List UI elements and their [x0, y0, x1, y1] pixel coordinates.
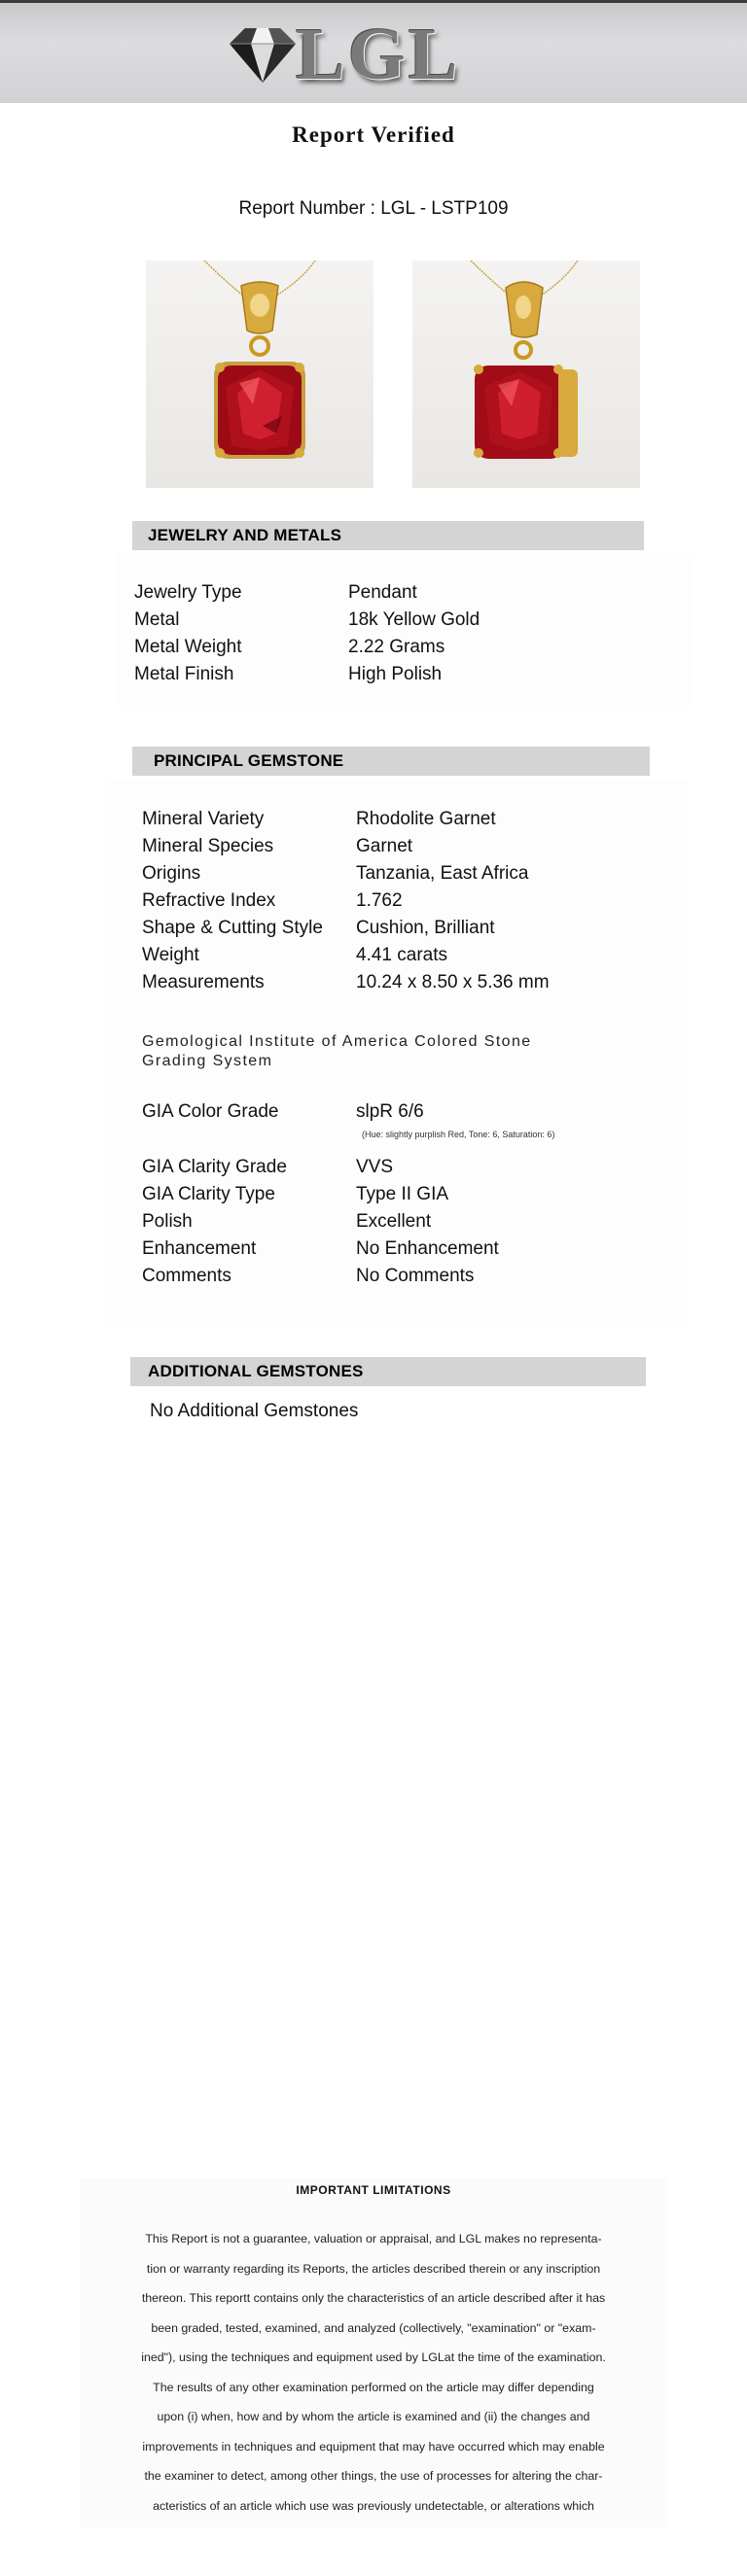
lgl-logo[interactable]	[228, 14, 461, 95]
gemstone-row: Shape & Cutting Style Cushion, Brilliant	[142, 918, 495, 938]
section-additional-heading: ADDITIONAL GEMSTONES	[130, 1357, 646, 1386]
limitations-line: improvements in techniques and equipment that may have occurred which may enable	[142, 2439, 605, 2454]
gemstone-row: Mineral Species Garnet	[142, 836, 413, 856]
gemstone-row: Mineral Variety Rhodolite Garnet	[142, 809, 496, 829]
jewelry-row: Metal Weight 2.22 Grams	[134, 637, 445, 657]
limitations-line: acteristics of an article which use was previously undetectable, or alterations which	[153, 2498, 594, 2513]
additional-text: No Additional Gemstones	[150, 1401, 359, 1421]
gemstone-row: Enhancement No Enhancement	[142, 1238, 499, 1259]
logo-text: LGL	[296, 14, 461, 95]
color-grade-row: GIA Color Grade slpR 6/6	[142, 1101, 424, 1122]
diamond-icon	[228, 22, 298, 87]
limitations-line: This Report is not a guarantee, valuation or appraisal, and LGL makes no representa-	[145, 2232, 602, 2245]
grading-system-title: Gemological Institute of America Colored Stone Grading System	[142, 1033, 532, 1069]
pendant-angle-image	[412, 261, 640, 488]
limitations-line: The results of any other examination performed on the article may differ depending	[153, 2380, 594, 2394]
color-grade-note: (Hue: slightly purplish Red, Tone: 6, Saturation: 6)	[362, 1130, 555, 1139]
jewelry-list	[134, 579, 480, 688]
jewelry-row: Metal 18k Yellow Gold	[134, 609, 480, 630]
jewelry-row: Jewelry Type Pendant	[134, 582, 417, 603]
limitations-line: tion or warranty regarding its Reports, the articles described therein or any inscription	[146, 2261, 601, 2276]
gemstone-row: Refractive Index 1.762	[142, 890, 403, 911]
limitations-line: ined"), using the techniques and equipment used by LGLat the time of the examination.	[141, 2350, 606, 2364]
gemstone-row: GIA Clarity Type Type II GIA	[142, 1184, 449, 1204]
limitations-line: been graded, tested, examined, and analyzed (collectively, "examination" or "exam-	[151, 2320, 596, 2335]
limitations-line: thereon. This reportt contains only the characteristics of an article described after it has	[141, 2291, 606, 2305]
report-title: Report Verified	[292, 122, 455, 147]
limitations-heading: IMPORTANT LIMITATIONS	[296, 2183, 451, 2197]
gemstone-row: Origins Tanzania, East Africa	[142, 863, 529, 884]
pendant-front-image	[146, 261, 374, 488]
limitations-line: upon (i) when, how and by whom the article is examined and (ii) the changes and	[157, 2410, 590, 2423]
gemstone-row: Weight 4.41 carats	[142, 945, 447, 965]
photo-angle	[412, 261, 640, 488]
limitations-text	[105, 2224, 642, 2521]
gemstone-row: Comments No Comments	[142, 1266, 475, 1286]
jewelry-row: Metal Finish High Polish	[134, 664, 443, 684]
gemstone-row: GIA Clarity Grade VVS	[142, 1157, 394, 1177]
gemstone-row: Polish Excellent	[142, 1211, 432, 1232]
section-gemstone-heading: PRINCIPAL GEMSTONE	[132, 747, 650, 776]
photo-front	[146, 261, 374, 488]
gemstone-list	[142, 806, 550, 996]
report-number: Report Number : LGL - LSTP109	[238, 198, 509, 219]
limitations-line: the examiner to detect, among other things, the use of processes for altering the char-	[144, 2469, 603, 2483]
gemstone-row: Measurements 10.24 x 8.50 x 5.36 mm	[142, 972, 550, 992]
clarity-list	[142, 1154, 499, 1290]
header-banner	[0, 0, 747, 103]
section-jewelry-heading: JEWELRY AND METALS	[132, 521, 644, 550]
